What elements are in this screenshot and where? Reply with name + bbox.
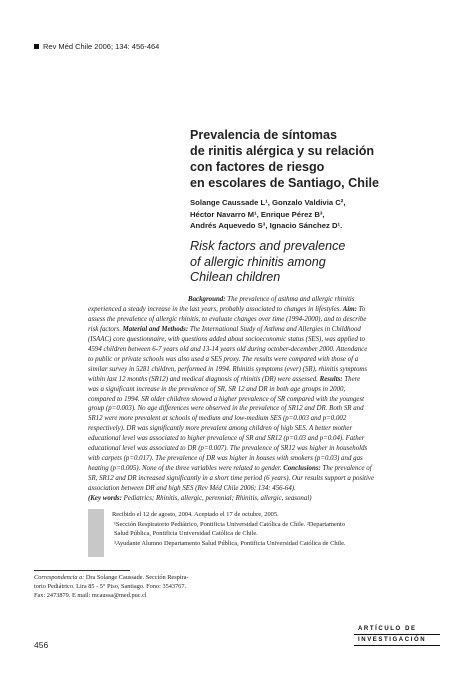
abstract-text: SR12 were more prevalent at schools of medium and low-medium SES (p=0.003 and p=0.002 — [88, 415, 347, 423]
journal-reference — [34, 42, 159, 51]
abstract-heading: Conclusions: — [283, 465, 321, 473]
abstract-line — [88, 474, 435, 484]
abstract-line — [88, 414, 435, 424]
abstract — [88, 295, 435, 504]
abstract-text: The prevalence of asthma and allergic rhinitis — [225, 296, 355, 303]
abstract-heading: Background: — [188, 296, 226, 303]
abstract-line — [88, 365, 435, 375]
abstract-line — [88, 444, 435, 454]
author-line: Héctor Navarro M¹, Enrique Pérez B³, — [190, 209, 325, 219]
abstract-text: experienced a steady increase in the last years, probably associated to changes in lifestyles. — [88, 305, 343, 313]
received-date: Recibido el 12 de agosto, 2004. Aceptado el 17 de octubre, 2005. — [112, 511, 279, 518]
section-label — [354, 624, 440, 646]
english-title — [190, 239, 440, 286]
abstract-text: The International Study of Asthma and Allergies in Childhood — [188, 325, 361, 333]
square-bullet-icon — [34, 44, 39, 49]
abstract-line — [88, 454, 435, 464]
abstract-text: Pediatrics; Rhinitis, allergic, perennial; Rhinitis, allergic, seasonal) — [121, 495, 312, 503]
received-affiliations — [112, 510, 442, 548]
footnote-rule — [34, 570, 130, 571]
abstract-heading: Results: — [319, 375, 343, 383]
abstract-text: similar survey in 5281 children, performed in 1994. Rhinitis symptoms (ever) (SR), rhinitis symptoms — [88, 365, 368, 373]
affiliation-line: ³Ayudante Alumno Departamento Salud Pública, Pontificia Universidad Católica de Chile. — [114, 539, 346, 547]
page-number: 456 — [34, 640, 49, 650]
correspondence-line: Fax: 2473879. E mail: mcaussa@med.puc.cl — [34, 592, 147, 600]
abstract-line — [88, 424, 435, 434]
abstract-line — [88, 484, 435, 494]
abstract-text: 4594 children between 6-7 years old and 13-14 years old during october-december 2000. Attendance — [88, 345, 368, 353]
affiliation-line: Salud Pública, Pontificia Universidad Católica de Chile. — [114, 530, 258, 537]
abstract-line — [88, 395, 435, 405]
spanish-title — [190, 127, 440, 191]
spanish-title-line: en escolares de Santiago, Chile — [190, 176, 379, 190]
abstract-text: educational level was associated to higher prevalence of SR and SR12 (p=0.03 and p=0.04). Father — [88, 435, 365, 443]
abstract-text: respectively). DR was significantly more prevalent among children of high SES. A better mother — [88, 425, 353, 433]
english-title-line: of allergic rhinitis among — [190, 254, 326, 269]
grey-margin-bar — [88, 509, 104, 557]
abstract-text: To — [356, 305, 366, 313]
abstract-text: The prevalence of — [320, 465, 372, 473]
abstract-heading: Material and Methods: — [122, 325, 189, 333]
abstract-line — [88, 315, 435, 325]
section-label-line: INVESTIGACIÓN — [354, 635, 440, 646]
abstract-text: educational level was associated to DR (p=0.007). The prevalence of SR12 was higher in households — [88, 445, 368, 453]
correspondence-note — [34, 573, 189, 601]
abstract-line — [88, 305, 435, 315]
abstract-line — [88, 355, 435, 365]
journal-ref-text: Rev Méd Chile 2006; 134: 456-464 — [43, 42, 160, 51]
section-label-line: ARTÍCULO DE — [354, 624, 440, 635]
abstract-line — [88, 404, 435, 414]
abstract-text: to public or private schools was also used a SES proxy. The results were compared with those of a — [88, 355, 359, 363]
spanish-title-line: de rinitis alérgica y su relación — [190, 144, 375, 158]
author-line: Solange Caussade L¹, Gonzalo Valdivia C², — [190, 198, 346, 207]
abstract-text: compared to 1994. SR older children showed a higher prevalence of SR compared with the youngest — [88, 395, 365, 403]
abstract-line — [88, 325, 435, 335]
abstract-line — [88, 295, 435, 305]
correspondence-label: Correspondencia a: — [34, 574, 85, 581]
abstract-heading: Aim: — [342, 305, 357, 313]
abstract-text: SR, SR12 and DR increased significantly in a short time period (6 years). Our results support a positive — [88, 475, 374, 483]
abstract-text: group (p=0.003). No age differences were observed in the prevalence of SR12 and DR. Both SR and — [88, 405, 364, 413]
english-title-line: Chilean children — [190, 270, 281, 284]
spanish-title-line: Prevalencia de síntomas — [190, 128, 337, 142]
abstract-text: association between DR and high SES (Rev Méd Chile 2006; 134: 456-64). — [88, 485, 296, 493]
abstract-line — [88, 375, 435, 385]
abstract-text: assess the prevalence of allergic rhinitis, to evaluate changes over time (1994-2000), and to describe — [88, 315, 367, 323]
abstract-line — [88, 464, 435, 474]
abstract-line — [88, 434, 435, 444]
abstract-line — [88, 345, 435, 355]
author-line: Andrés Aquevedo S³, Ignacio Sánchez D¹. — [190, 221, 343, 230]
author-list — [190, 197, 450, 232]
correspondence-line: torio Pediátrico. Lira 85 - 5° Piso, Santiago. Fono: 3543767. — [34, 583, 187, 591]
abstract-text: There — [342, 375, 361, 383]
abstract-text: was a significant increase in the prevalence of SR, SR 12 and DR in both age groups in 2000, — [88, 385, 346, 393]
abstract-line — [88, 335, 435, 345]
abstract-text: (ISAAC) core questionnaire, with questions added about socioeconomic status (SES), was applied to — [88, 335, 365, 343]
english-title-line: Risk factors and prevalence — [190, 239, 346, 253]
abstract-text: risk factors. — [88, 325, 123, 333]
abstract-line — [88, 494, 435, 504]
abstract-text: within last 12 months (SR12) and medical diagnosis of rhinitis (DR) were assessed. — [88, 375, 320, 383]
correspondence-line: Dra Solange Caussade. Sección Respira- — [84, 574, 189, 581]
abstract-text: heating (p=0.005). None of the three variables were related to gender. — [88, 465, 284, 473]
spanish-title-line: con factores de riesgo — [190, 160, 325, 174]
abstract-text: with carpets (p=0.017). The prevalence of DR was higher in houses with smokers (p=0.03) and gas — [88, 455, 363, 463]
abstract-heading: (Key words: — [88, 495, 122, 503]
abstract-line — [88, 385, 435, 395]
affiliation-line: ¹Sección Respiratorio Pediátrico, Pontificia Universidad Católica de Chile. ²Departamento — [114, 520, 345, 528]
